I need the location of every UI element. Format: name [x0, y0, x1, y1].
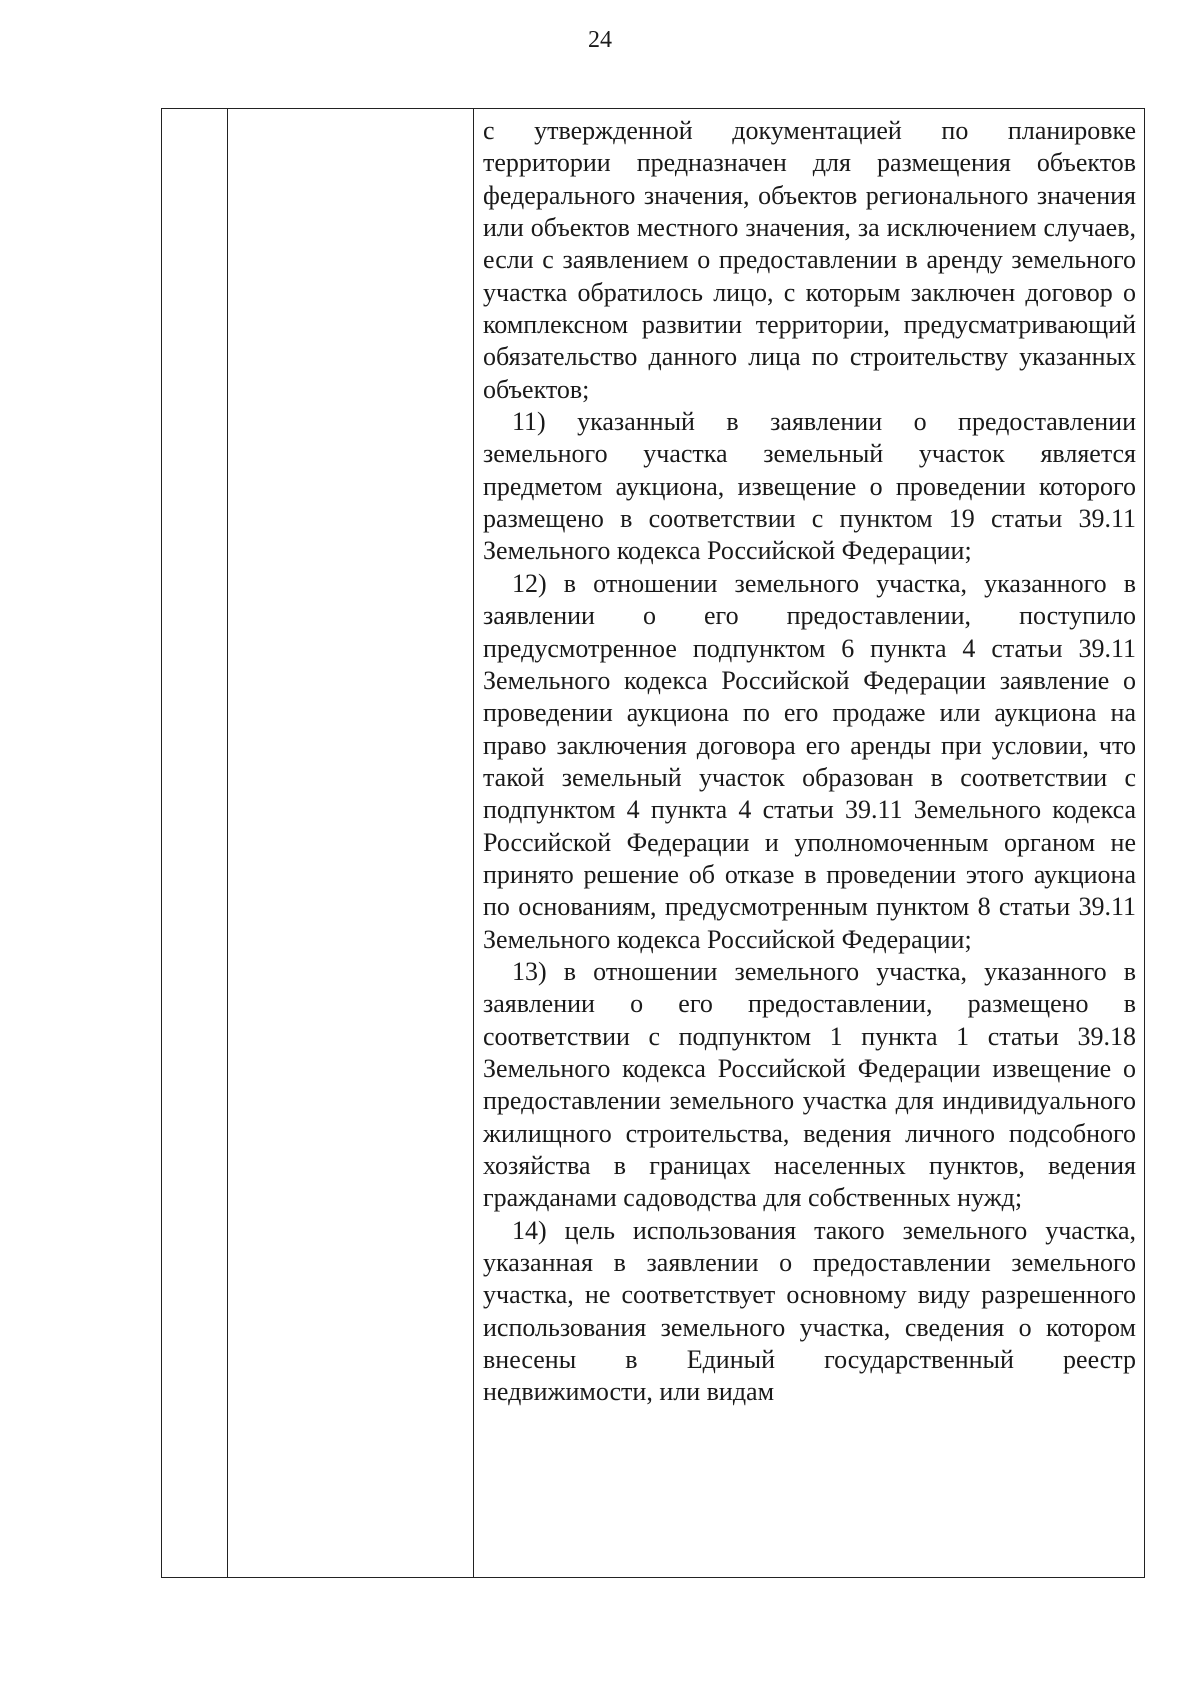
paragraph-continuation: с утвержденной документацией по планировке территории предназначен для размещения объектов федерального значения, объектов регионального значения или объектов местного значения, за исключением случаев, если с заявлением о предоставлении в аренду земельного участка обратилось лицо, с которым заключен договор о комплексном развитии территории, предусматривающий обязательство данного лица по строительству указанных объектов;	[483, 116, 1136, 404]
table-cell-title	[228, 109, 474, 1578]
paragraph-item-14: 14) цель использования такого земельного участка, указанная в заявлении о предоставлении земельного участка, не соответствует основному виду разрешенного использования земельного участка, сведения о котором внесены в Единый государственный реестр недвижимости, или видам	[483, 1215, 1136, 1407]
table-cell-content	[474, 109, 1145, 1578]
table-row	[162, 109, 1145, 1578]
page-number: 24	[588, 27, 612, 53]
cell-text	[474, 109, 1144, 1409]
table-cell-number	[162, 109, 228, 1578]
paragraph-item-13: 13) в отношении земельного участка, указанного в заявлении о его предоставлении, размещено в соответствии с подпунктом 1 пункта 1 статьи 39.18 Земельного кодекса Российской Федерации извещение о предоставлении земельного участка для индивидуального жилищного строительства, ведения личного подсобного хозяйства в границах населенных пунктов, ведения гражданами садоводства для собственных нужд;	[483, 956, 1136, 1213]
paragraph-item-12: 12) в отношении земельного участка, указанного в заявлении о его предоставлении, поступило предусмотренное подпунктом 6 пункта 4 статьи 39.11 Земельного кодекса Российской Федерации заявление о проведении аукциона по его продаже или аукциона на право заключения договора его аренды при условии, что такой земельный участок образован в соответствии с подпунктом 4 пункта 4 статьи 39.11 Земельного кодекса Российской Федерации и уполномоченным органом не принято решение об отказе в проведении этого аукциона по основаниям, предусмотренным пунктом 8 статьи 39.11 Земельного кодекса Российской Федерации;	[483, 568, 1136, 954]
document-table	[161, 108, 1145, 1578]
paragraph-item-11: 11) указанный в заявлении о предоставлении земельного участка земельный участок является предметом аукциона, извещение о проведении которого размещено в соответствии с пунктом 19 статьи 39.11 Земельного кодекса Российской Федерации;	[483, 407, 1136, 566]
